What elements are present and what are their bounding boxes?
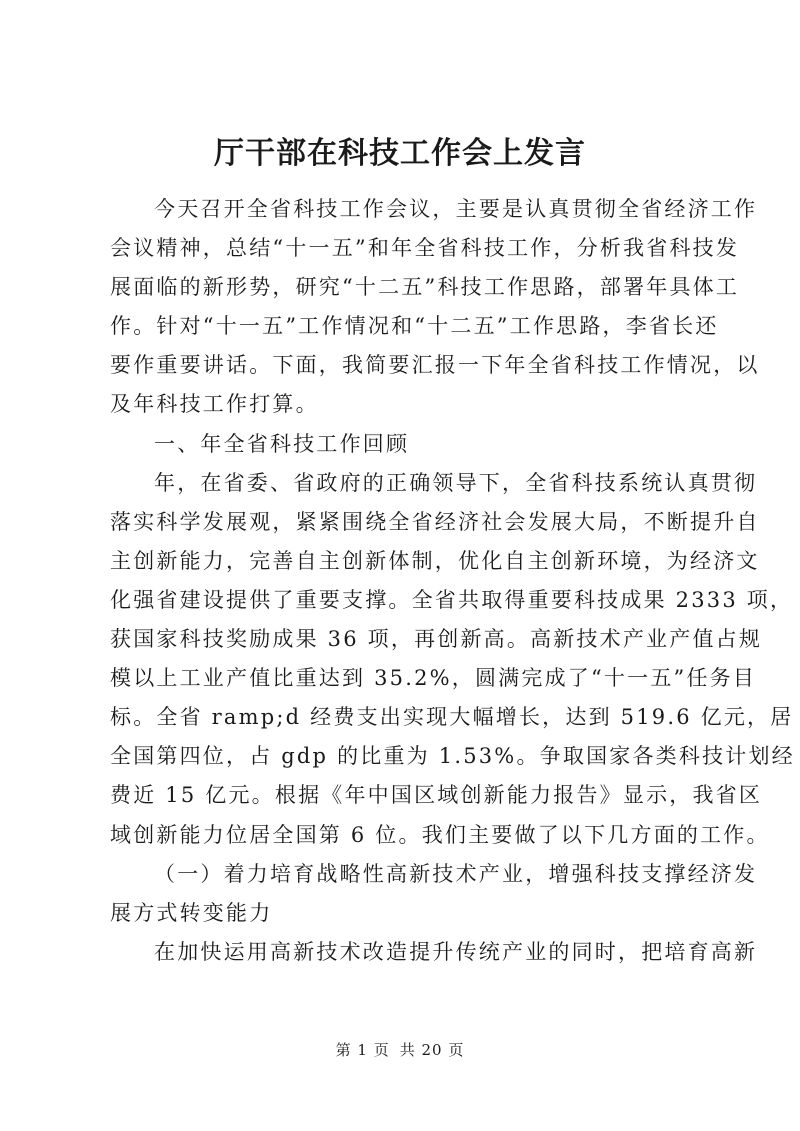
page-footer: [0, 1040, 800, 1060]
body-line: 费近 15 亿元。根据《年中国区域创新能力报告》显示，我省区: [110, 783, 763, 808]
body-line: 作。针对“十一五”工作情况和“十二五”工作思路，李省长还: [110, 314, 719, 339]
body-line: 全国第四位，占 gdp 的比重为 1.53%。争取国家各类科技计划经: [110, 744, 795, 769]
body-line: 化强省建设提供了重要支撑。全省共取得重要科技成果 2333 项，: [110, 587, 794, 612]
body-line: 获国家科技奖励成果 36 项，再创新高。高新技术产业产值占规: [110, 627, 763, 652]
body-line: 模以上工业产值比重达到 35.2%，圆满完成了“十一五”任务目: [110, 666, 757, 691]
document-title: 厅干部在科技工作会上发言: [214, 136, 586, 171]
body-line: 标。全省 ramp;d 经费支出实现大幅增长，达到 519.6 亿元，居: [110, 705, 794, 730]
page-total: 共 20 页: [399, 1041, 465, 1059]
body-line: 会议精神，总结“十一五”和年全省科技工作，分析我省科技发: [110, 236, 740, 261]
body-line: 展方式转变能力: [110, 900, 273, 925]
body-line: 要作重要讲话。下面，我简要汇报一下年全省科技工作情况，以: [110, 353, 760, 378]
body-line: 今天召开全省科技工作会议，主要是认真贯彻全省经济工作: [154, 197, 758, 221]
body-line: 年，在省委、省政府的正确领导下，全省科技系统认真贯彻: [154, 470, 758, 495]
body-line: 及年科技工作打算。: [110, 392, 319, 417]
body-line: 域创新能力位居全国第 6 位。我们主要做了以下几方面的工作。: [110, 822, 770, 847]
document-body: [110, 190, 795, 972]
body-line: 落实科学发展观，紧紧围绕全省经济社会发展大局，不断提升自: [110, 509, 760, 534]
page-number: 第 1 页: [335, 1041, 390, 1059]
body-line: 在加快运用高新技术改造提升传统产业的同时，把培育高新: [154, 939, 758, 964]
subsection-heading: （一）着力培育战略性高新技术产业，增强科技支撑经济发: [154, 861, 758, 886]
body-line: 主创新能力，完善自主创新体制，优化自主创新环境，为经济文: [110, 548, 760, 573]
body-line: 展面临的新形势，研究“十二五”科技工作思路，部署年具体工: [110, 275, 740, 300]
section-heading: 一、年全省科技工作回顾: [154, 431, 410, 456]
